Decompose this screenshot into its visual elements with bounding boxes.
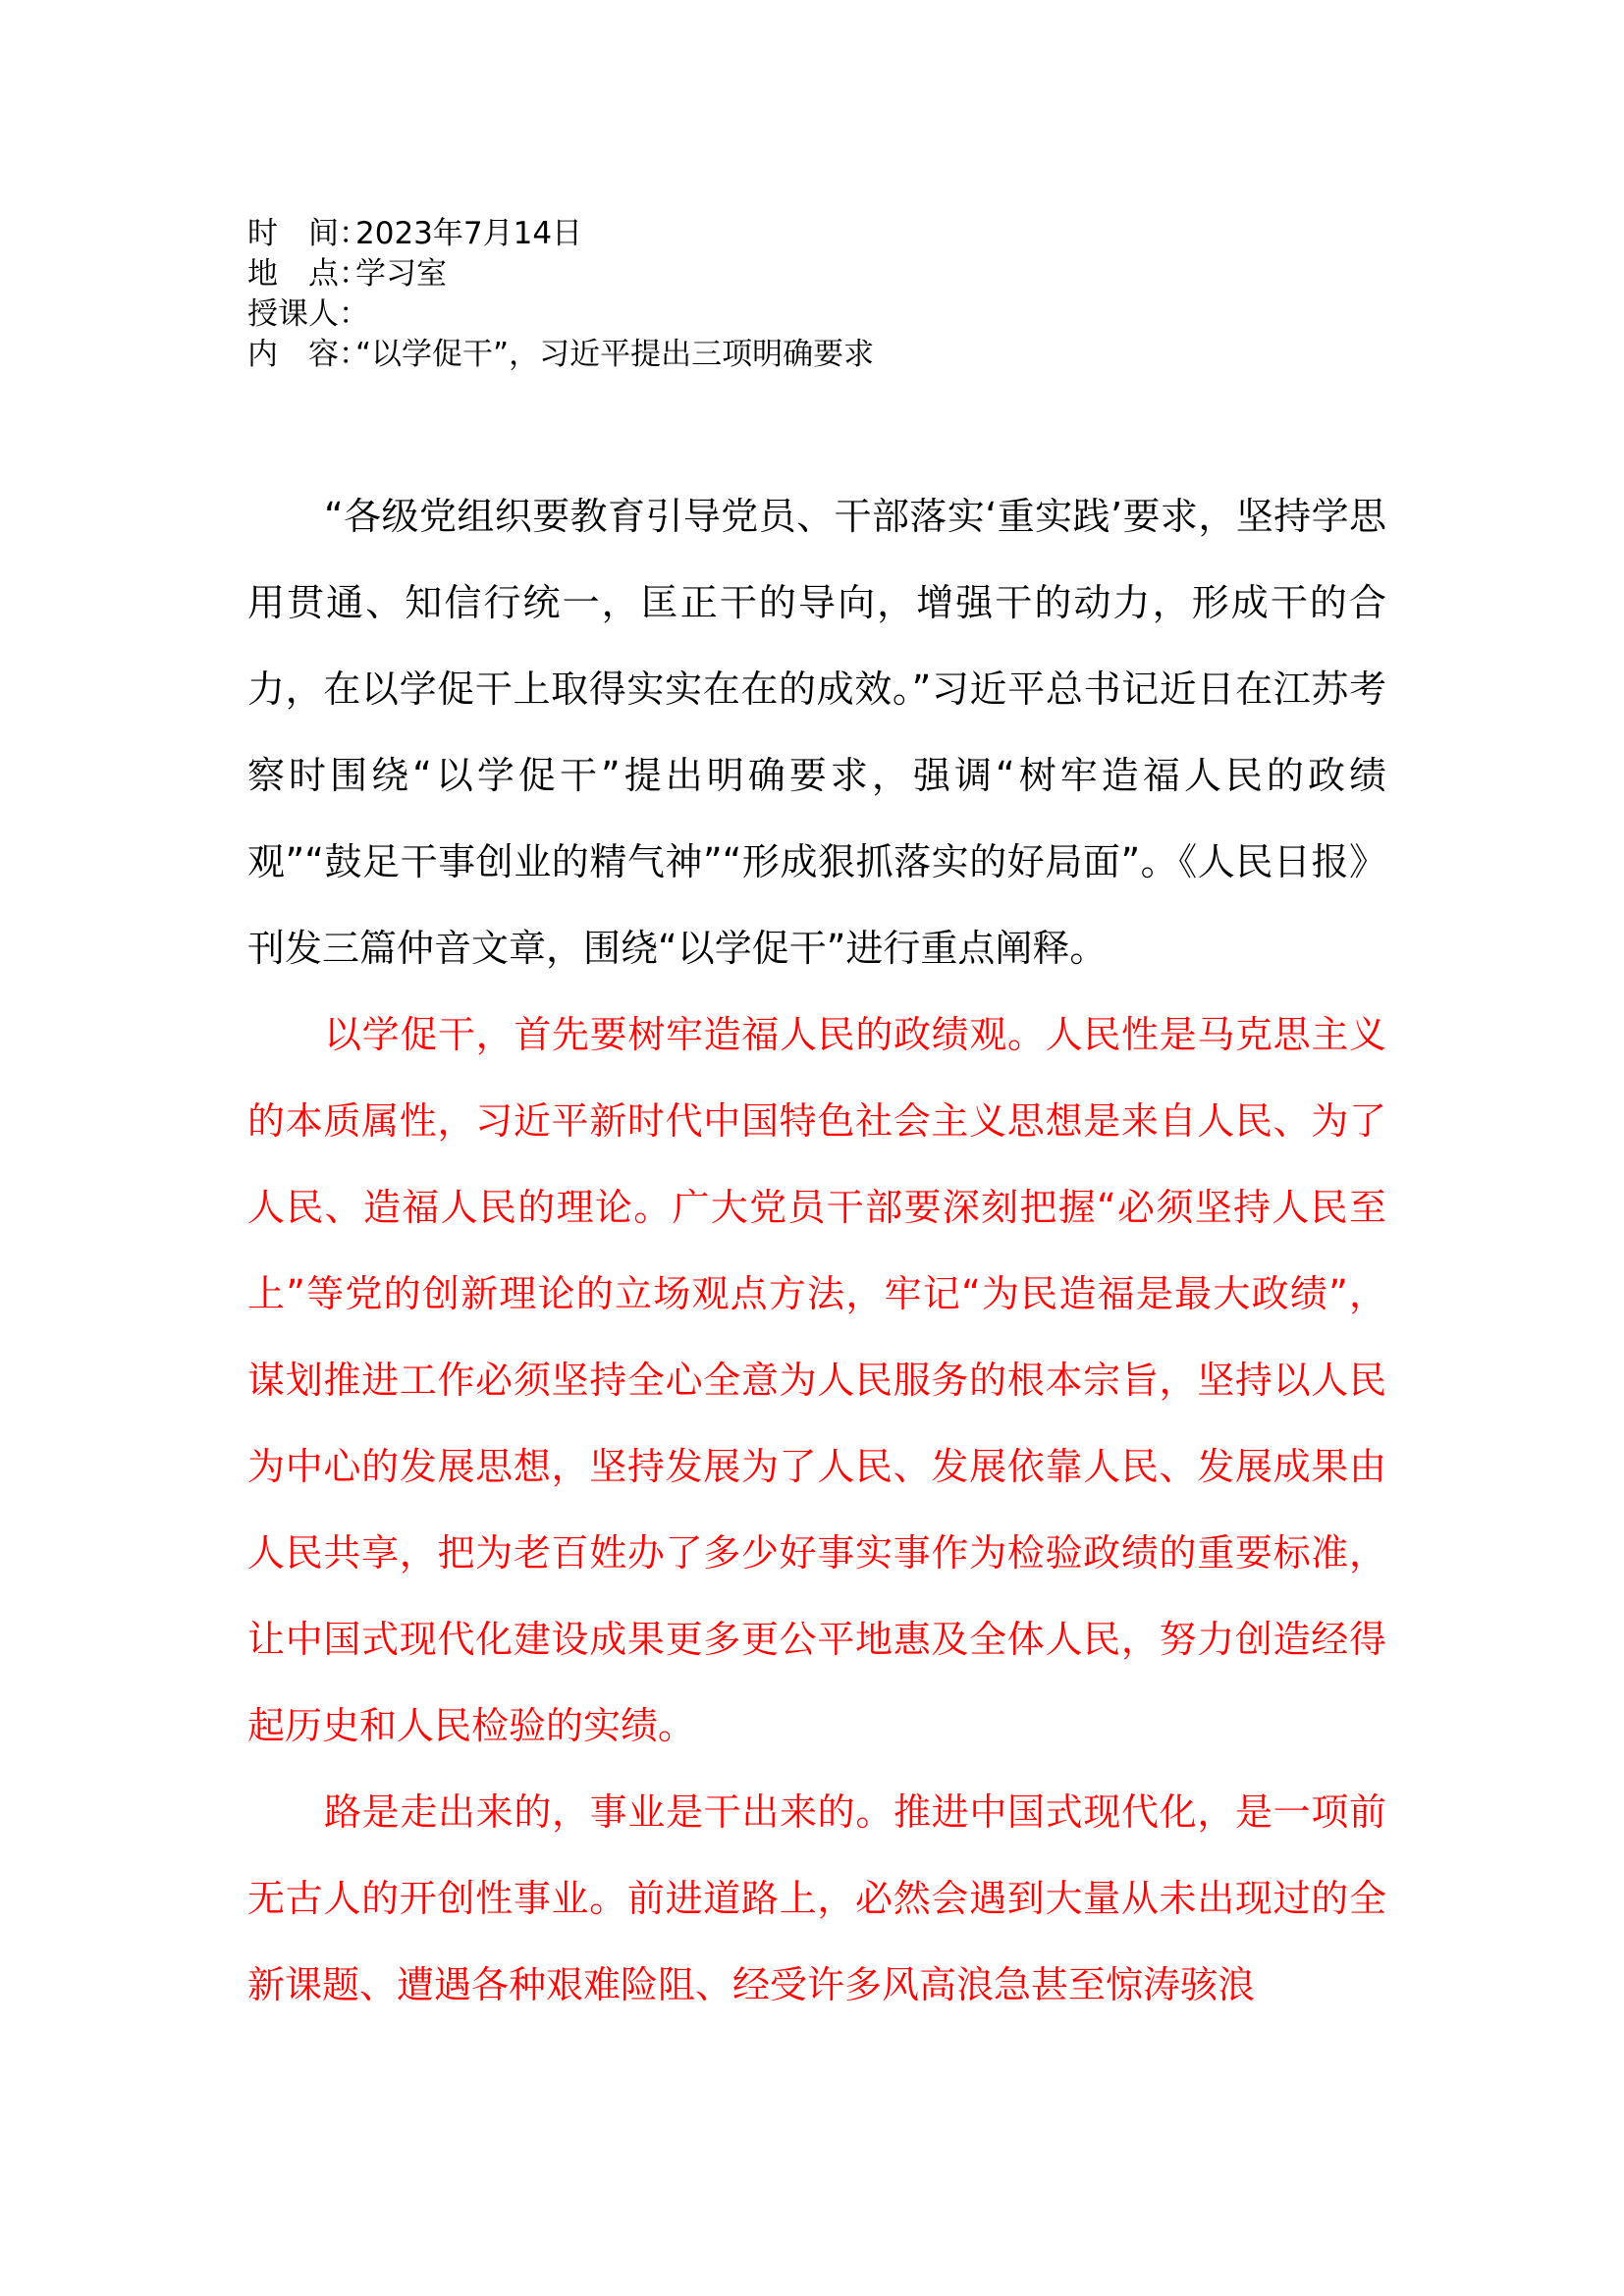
lesson-info (247, 214, 1386, 375)
place-value: 学习室 (355, 256, 447, 292)
time-row (247, 214, 1386, 254)
content-value: “以学促干”，习近平提出三项明确要求 (355, 337, 875, 372)
paragraph-highlight-1: 以学促干，首先要树牢造福人民的政绩观。人民性是马克思主义的本质属性，习近平新时代中国特色社会主义思想是来自人民、为了人民、造福人民的理论。广大党员干部要深刻把握“必须坚持人民至上”等党的创新理论的立场观点方法，牢记“为民造福是最大政绩”，谋划推进工作必须坚持全心全意为人民服务的根本宗旨，坚持以人民为中心的发展思想，坚持发展为了人民、发展依靠人民、发展成果由人民共享，把为老百姓办了多少好事实事作为检验政绩的重要标准，让中国式现代化建设成果更多更公平地惠及全体人民，努力创造经得起历史和人民检验的实绩。 (247, 1013, 1386, 1747)
lecturer-label: 授课人： (247, 296, 369, 332)
paragraph-intro: “各级党组织要教育引导党员、干部落实‘重实践’要求，坚持学思用贯通、知信行统一，匡正干的导向，增强干的动力，形成干的合力，在以学促干上取得实实在在的成效。”习近平总书记近日在江苏考察时围绕“以学促干”提出明确要求，强调“树牢造福人民的政绩观”“鼓足干事创业的精气神”“形成狠抓落实的好局面”。《人民日报》刊发三篇仲音文章，围绕“以学促干”进行重点阐释。 (247, 495, 1386, 970)
time-label: 时 间： (247, 216, 369, 251)
time-value: 2023年7月14日 (355, 216, 583, 251)
content-label: 内 容： (247, 337, 369, 372)
paragraph-highlight-2: 路是走出来的，事业是干出来的。推进中国式现代化，是一项前无古人的开创性事业。前进道路上，必然会遇到大量从未出现过的全新课题、遭遇各种艰难险阻、经受许多风高浪急甚至惊涛骇浪 (247, 1790, 1386, 2006)
body-text (247, 473, 1386, 2028)
place-label: 地 点： (247, 256, 369, 292)
place-row (247, 254, 1386, 294)
content-row (247, 335, 1386, 375)
lecturer-row (247, 294, 1386, 335)
